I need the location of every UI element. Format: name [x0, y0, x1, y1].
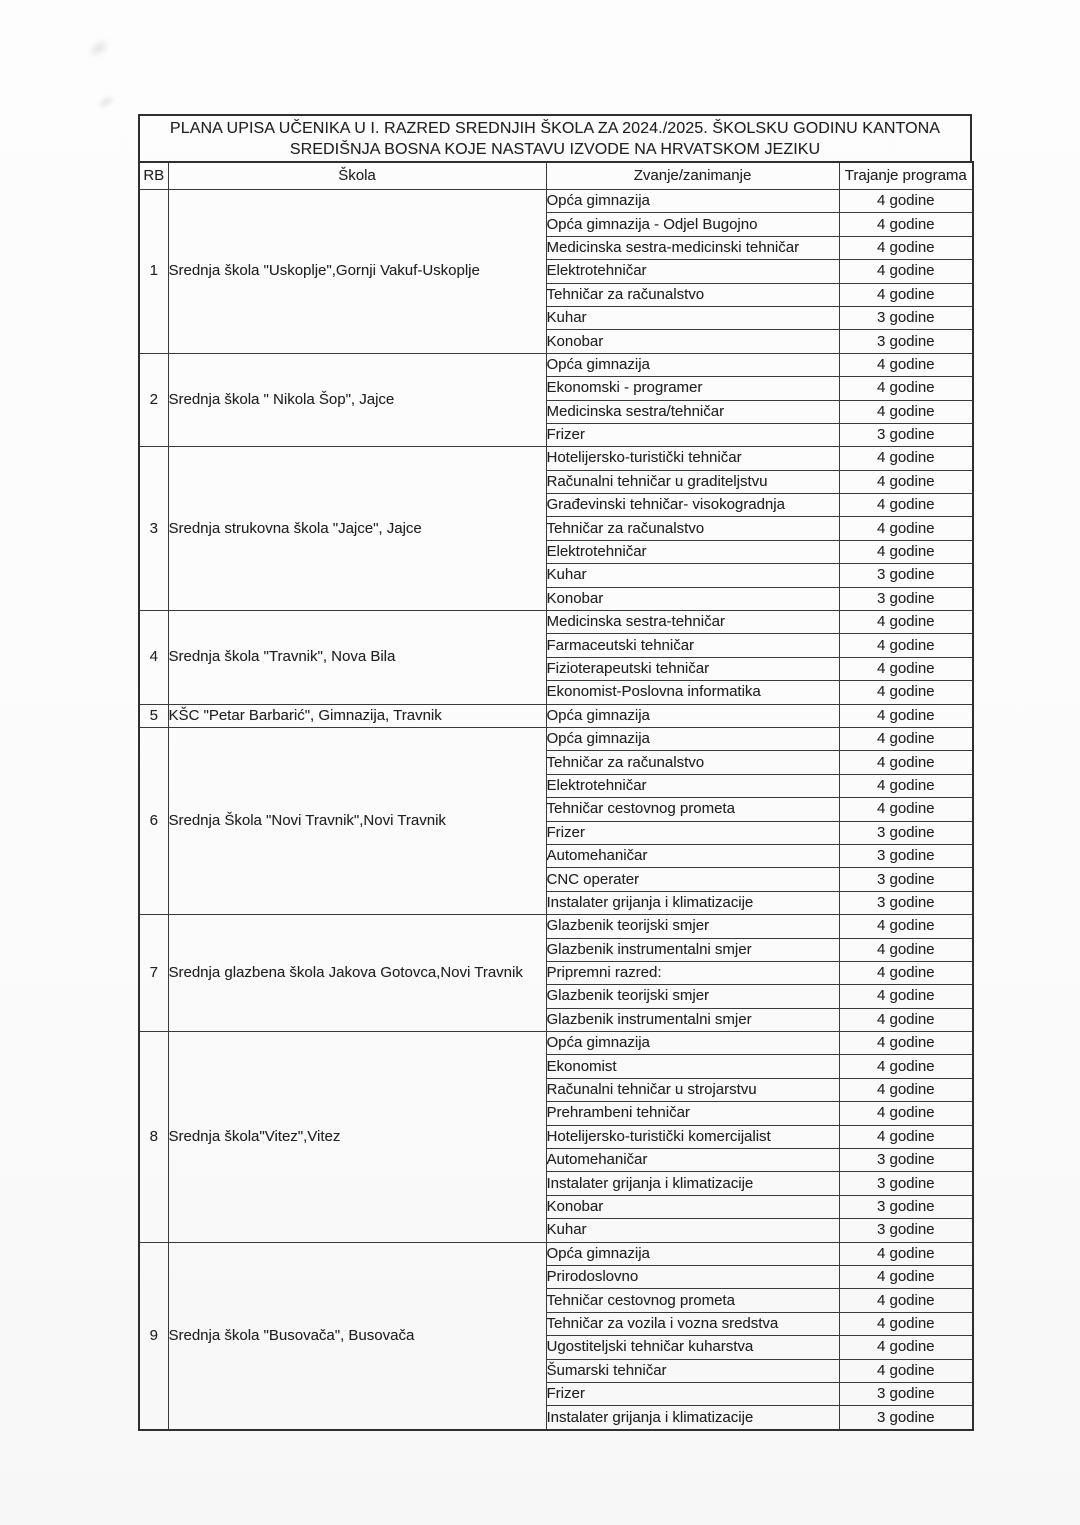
program-cell: Frizer: [546, 423, 839, 446]
school-name-cell: Srednja strukovna škola "Jajce", Jajce: [168, 447, 546, 611]
program-cell: Hotelijersko-turistički komercijalist: [546, 1125, 839, 1148]
duration-cell: 4 godine: [839, 353, 973, 376]
program-cell: Automehaničar: [546, 1149, 839, 1172]
program-cell: Ekonomist-Poslovna informatika: [546, 681, 839, 704]
duration-cell: 4 godine: [839, 774, 973, 797]
table-header-row: [139, 162, 973, 190]
duration-cell: 3 godine: [839, 564, 973, 587]
rb-cell: 8: [139, 1032, 168, 1243]
program-cell: Građevinski tehničar- visokogradnja: [546, 494, 839, 517]
duration-cell: 4 godine: [839, 377, 973, 400]
scan-smudge-icon: [84, 34, 114, 62]
program-cell: Frizer: [546, 821, 839, 844]
duration-cell: 4 godine: [839, 727, 973, 750]
program-cell: Medicinska sestra-tehničar: [546, 611, 839, 634]
program-cell: Opća gimnazija: [546, 190, 839, 213]
duration-cell: 4 godine: [839, 1055, 973, 1078]
rb-cell: 7: [139, 915, 168, 1032]
duration-cell: 4 godine: [839, 938, 973, 961]
duration-cell: 3 godine: [839, 844, 973, 867]
scan-smudge-icon: [94, 92, 117, 112]
duration-cell: 4 godine: [839, 494, 973, 517]
program-cell: Kuhar: [546, 306, 839, 329]
program-cell: Hotelijersko-turistički tehničar: [546, 447, 839, 470]
table-row: [139, 611, 973, 634]
program-cell: Opća gimnazija - Odjel Bugojno: [546, 213, 839, 236]
duration-cell: 4 godine: [839, 1078, 973, 1101]
program-cell: Ugostiteljski tehničar kuharstva: [546, 1336, 839, 1359]
program-cell: Prirodoslovno: [546, 1265, 839, 1288]
rb-cell: 1: [139, 190, 168, 354]
program-cell: Fizioterapeutski tehničar: [546, 657, 839, 680]
table-row: [139, 1032, 973, 1055]
program-cell: Konobar: [546, 330, 839, 353]
program-cell: Elektrotehničar: [546, 260, 839, 283]
table-row: [139, 915, 973, 938]
duration-cell: 4 godine: [839, 540, 973, 563]
duration-cell: 3 godine: [839, 868, 973, 891]
program-cell: Konobar: [546, 1195, 839, 1218]
school-name-cell: Srednja Škola "Novi Travnik",Novi Travnik: [168, 727, 546, 914]
school-name-cell: Srednja škola "Busovača", Busovača: [168, 1242, 546, 1430]
table-row: [139, 1242, 973, 1265]
duration-cell: 4 godine: [839, 1265, 973, 1288]
header-school: Škola: [168, 162, 546, 190]
school-name-cell: Srednja glazbena škola Jakova Gotovca,Novi Travnik: [168, 915, 546, 1032]
rb-cell: 5: [139, 704, 168, 727]
duration-cell: 3 godine: [839, 821, 973, 844]
duration-cell: 4 godine: [839, 283, 973, 306]
program-cell: Kuhar: [546, 1219, 839, 1242]
schools-tbody: [139, 190, 973, 1430]
program-cell: Opća gimnazija: [546, 1242, 839, 1265]
program-cell: Računalni tehničar u strojarstvu: [546, 1078, 839, 1101]
table-row: [139, 447, 973, 470]
duration-cell: 3 godine: [839, 1406, 973, 1430]
program-cell: Tehničar za računalstvo: [546, 283, 839, 306]
duration-cell: 4 godine: [839, 1125, 973, 1148]
program-cell: Tehničar za računalstvo: [546, 517, 839, 540]
rb-cell: 9: [139, 1242, 168, 1430]
duration-cell: 4 godine: [839, 1336, 973, 1359]
program-cell: CNC operater: [546, 868, 839, 891]
program-cell: Farmaceutski tehničar: [546, 634, 839, 657]
duration-cell: 3 godine: [839, 587, 973, 610]
duration-cell: 4 godine: [839, 611, 973, 634]
program-cell: Ekonomski - programer: [546, 377, 839, 400]
duration-cell: 3 godine: [839, 423, 973, 446]
program-cell: Instalater grijanja i klimatizacije: [546, 1406, 839, 1430]
school-name-cell: KŠC "Petar Barbarić", Gimnazija, Travnik: [168, 704, 546, 727]
program-cell: Medicinska sestra-medicinski tehničar: [546, 236, 839, 259]
school-name-cell: Srednja škola"Vitez",Vitez: [168, 1032, 546, 1243]
program-cell: Šumarski tehničar: [546, 1359, 839, 1382]
program-cell: Računalni tehničar u graditeljstvu: [546, 470, 839, 493]
duration-cell: 4 godine: [839, 681, 973, 704]
table-row: [139, 353, 973, 376]
program-cell: Konobar: [546, 587, 839, 610]
program-cell: Elektrotehničar: [546, 540, 839, 563]
header-rb: RB: [139, 162, 168, 190]
duration-cell: 4 godine: [839, 236, 973, 259]
program-cell: Prehrambeni tehničar: [546, 1102, 839, 1125]
program-cell: Opća gimnazija: [546, 727, 839, 750]
duration-cell: 4 godine: [839, 1359, 973, 1382]
program-cell: Frizer: [546, 1382, 839, 1405]
document-title: [138, 114, 972, 163]
rb-cell: 2: [139, 353, 168, 447]
duration-cell: 4 godine: [839, 517, 973, 540]
duration-cell: 4 godine: [839, 470, 973, 493]
duration-cell: 4 godine: [839, 751, 973, 774]
duration-cell: 4 godine: [839, 400, 973, 423]
program-cell: Glazbenik instrumentalni smjer: [546, 1008, 839, 1031]
program-cell: Glazbenik instrumentalni smjer: [546, 938, 839, 961]
header-profession: Zvanje/zanimanje: [546, 162, 839, 190]
duration-cell: 4 godine: [839, 213, 973, 236]
header-duration: Trajanje programa: [839, 162, 973, 190]
duration-cell: 4 godine: [839, 798, 973, 821]
duration-cell: 3 godine: [839, 1195, 973, 1218]
table-row: [139, 190, 973, 213]
duration-cell: 3 godine: [839, 1219, 973, 1242]
program-cell: Opća gimnazija: [546, 704, 839, 727]
duration-cell: 4 godine: [839, 447, 973, 470]
enrollment-plan-table: [138, 114, 972, 1431]
school-name-cell: Srednja škola " Nikola Šop", Jajce: [168, 353, 546, 447]
program-cell: Glazbenik teorijski smjer: [546, 915, 839, 938]
program-cell: Kuhar: [546, 564, 839, 587]
duration-cell: 3 godine: [839, 330, 973, 353]
program-cell: Opća gimnazija: [546, 1032, 839, 1055]
rb-cell: 6: [139, 727, 168, 914]
duration-cell: 4 godine: [839, 657, 973, 680]
duration-cell: 4 godine: [839, 1102, 973, 1125]
program-cell: Tehničar cestovnog prometa: [546, 1289, 839, 1312]
document-title-line1: PLANA UPISA UČENIKA U I. RAZRED SREDNJIH ŠKOLA ZA 2024./2025. ŠKOLSKU GODINU KANTONA: [169, 119, 941, 137]
school-name-cell: Srednja škola "Uskoplje",Gornji Vakuf-Uskoplje: [168, 190, 546, 354]
duration-cell: 3 godine: [839, 1149, 973, 1172]
program-cell: Automehaničar: [546, 844, 839, 867]
duration-cell: 4 godine: [839, 915, 973, 938]
duration-cell: 4 godine: [839, 260, 973, 283]
duration-cell: 3 godine: [839, 891, 973, 914]
duration-cell: 4 godine: [839, 961, 973, 984]
plan-table: [138, 161, 974, 1431]
duration-cell: 3 godine: [839, 306, 973, 329]
program-cell: Tehničar za vozila i vozna sredstva: [546, 1312, 839, 1335]
duration-cell: 4 godine: [839, 1289, 973, 1312]
program-cell: Glazbenik teorijski smjer: [546, 985, 839, 1008]
duration-cell: 4 godine: [839, 1242, 973, 1265]
rb-cell: 3: [139, 447, 168, 611]
duration-cell: 4 godine: [839, 1032, 973, 1055]
duration-cell: 4 godine: [839, 704, 973, 727]
table-row: [139, 704, 973, 727]
program-cell: Elektrotehničar: [546, 774, 839, 797]
program-cell: Instalater grijanja i klimatizacije: [546, 891, 839, 914]
duration-cell: 4 godine: [839, 1312, 973, 1335]
program-cell: Opća gimnazija: [546, 353, 839, 376]
program-cell: Tehničar cestovnog prometa: [546, 798, 839, 821]
duration-cell: 4 godine: [839, 985, 973, 1008]
duration-cell: 4 godine: [839, 634, 973, 657]
program-cell: Instalater grijanja i klimatizacije: [546, 1172, 839, 1195]
program-cell: Tehničar za računalstvo: [546, 751, 839, 774]
rb-cell: 4: [139, 611, 168, 705]
duration-cell: 4 godine: [839, 1008, 973, 1031]
duration-cell: 3 godine: [839, 1172, 973, 1195]
program-cell: Medicinska sestra/tehničar: [546, 400, 839, 423]
program-cell: Pripremni razred:: [546, 961, 839, 984]
table-row: [139, 727, 973, 750]
school-name-cell: Srednja škola "Travnik", Nova Bila: [168, 611, 546, 705]
duration-cell: 4 godine: [839, 190, 973, 213]
duration-cell: 3 godine: [839, 1382, 973, 1405]
program-cell: Ekonomist: [546, 1055, 839, 1078]
document-title-line2: SREDIŠNJA BOSNA KOJE NASTAVU IZVODE NA HRVATSKOM JEZIKU: [289, 140, 821, 158]
